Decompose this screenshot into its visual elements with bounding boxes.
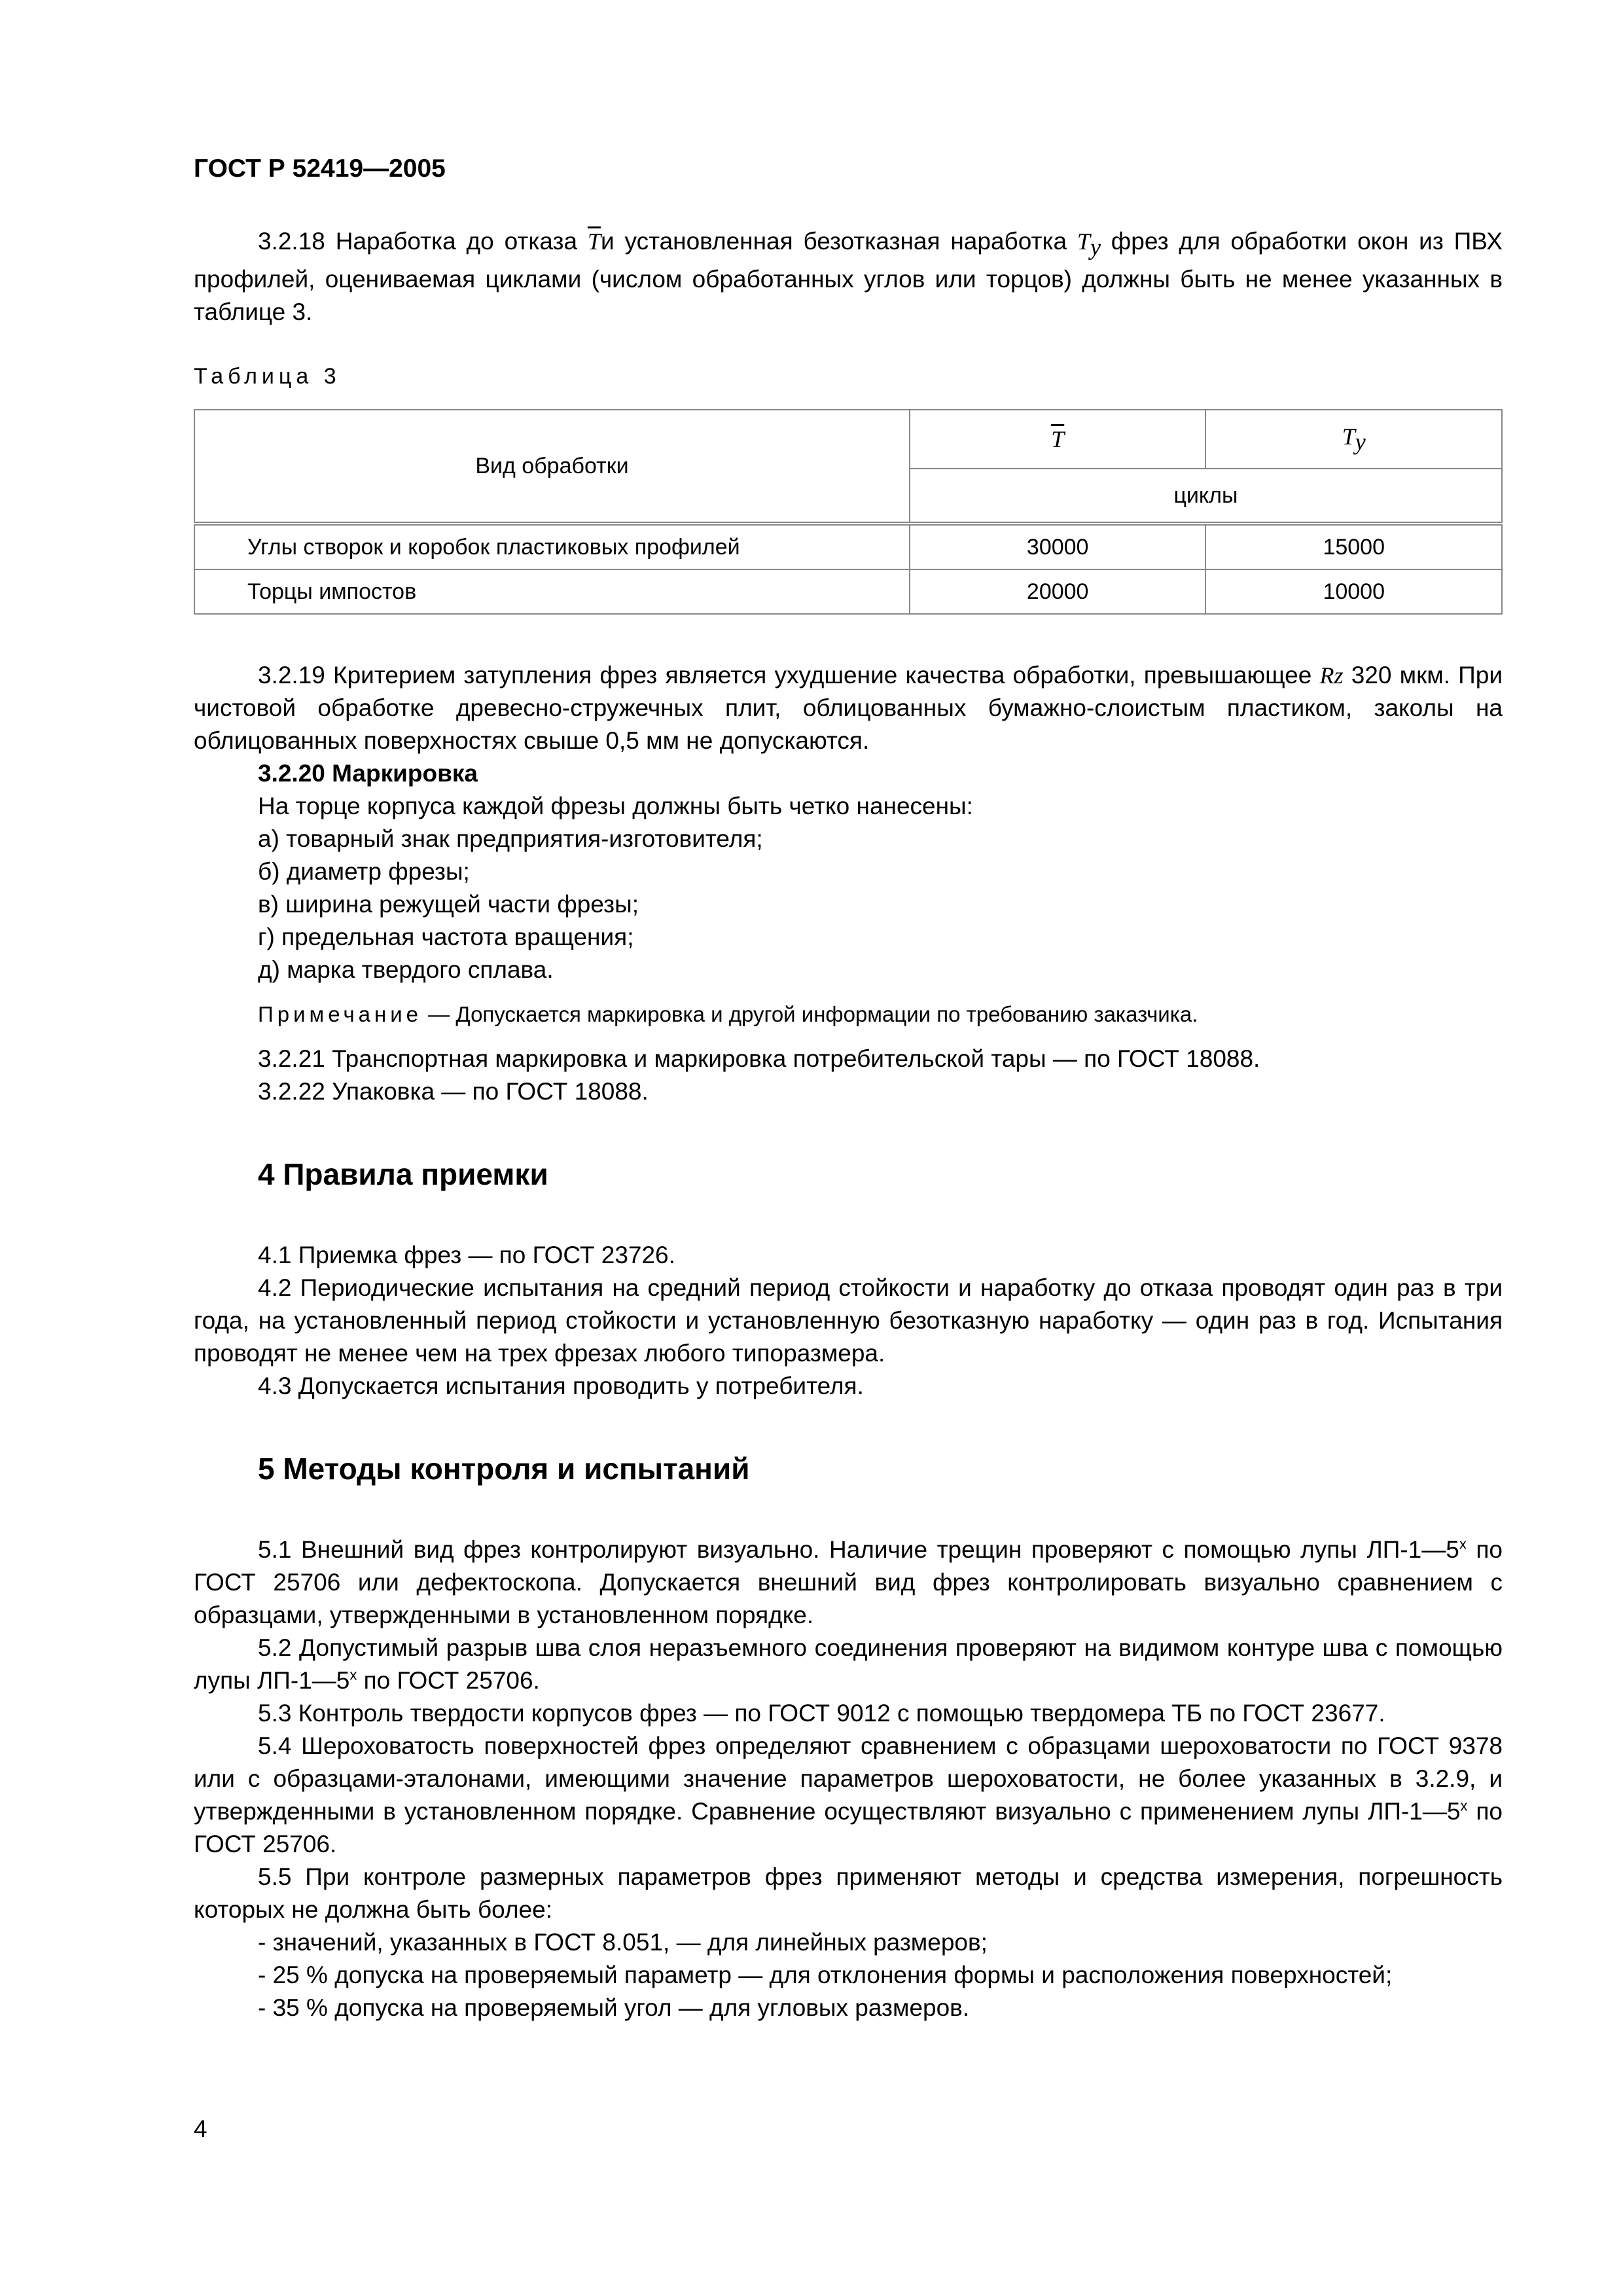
section-title-4: 4 Правила приемки — [258, 1157, 548, 1192]
list-item: г) предельная частота вращения; — [258, 924, 634, 951]
paragraph-4-2: 4.2 Периодические испытания на средний период стойкости и наработку до отказа проводят один раз в три года, на установленный период стойкости и установленную безотказную наработку — один раз в год. Испытания проводят не менее чем на трех фрезах любого типоразмера. — [194, 1274, 1503, 1367]
paragraph-3-2-21: 3.2.21 Транспортная маркировка и маркировка потребительской тары — по ГОСТ 18088. — [258, 1045, 1260, 1073]
section-title-5: 5 Методы контроля и испытаний — [258, 1452, 750, 1486]
paragraph-3-2-19: 3.2.19 Критерием затупления фрез является ухудшение качества обработки, превышающее Rz 320 мкм. При чистовой обработке древесно-стружечных плит, облицованных бумажно-слоистым пластиком, заколы на облицованных поверхностях свыше 0,5 мм не допускаются. — [194, 662, 1503, 755]
symbol-t-y: T — [1077, 228, 1090, 255]
list-item: - значений, указанных в ГОСТ 8.051, — для линейных размеров; — [258, 1929, 988, 1956]
paragraph-3-2-20-title: 3.2.20 Маркировка — [258, 760, 478, 787]
table-header-t: $\overline{T}$ — [910, 410, 1206, 469]
paragraph-5-5: 5.5 При контроле размерных параметров фрез применяют методы и средства измерения, погрешность которых не должна быть более: — [194, 1863, 1503, 1924]
table-row: Углы створок и коробок пластиковых профилей 30000 15000 — [194, 524, 1502, 569]
document-header: ГОСТ Р 52419—2005 — [194, 154, 446, 183]
paragraph-5-3: 5.3 Контроль твердости корпусов фрез — по ГОСТ 9012 с помощью твердомера ТБ по ГОСТ 23677. — [258, 1700, 1385, 1727]
list-item: а) товарный знак предприятия-изготовителя; — [258, 825, 763, 853]
paragraph-5-4: 5.4 Шероховатость поверхностей фрез определяют сравнением с образцами шероховатости по ГОСТ 9378 или с образцами-эталонами, имеющими значение параметров шероховатости, не более указанных в 3.2.9, и утвержденными в установленном порядке. Сравнение осуществляют визуально с применением лупы $ЛП-1—5^х$ по ГОСТ 25706. — [194, 1732, 1503, 1858]
list-item: б) диаметр фрезы; — [258, 858, 470, 886]
note: Примечание — Допускается маркировка и другой информации по требованию заказчика. — [258, 1002, 1198, 1027]
paragraph-4-3: 4.3 Допускается испытания проводить у потребителя. — [258, 1372, 864, 1400]
paragraph-4-1: 4.1 Приемка фрез — по ГОСТ 23726. — [258, 1242, 675, 1269]
page-number: 4 — [194, 2115, 207, 2142]
paragraph-5-2: 5.2 Допустимый разрыв шва слоя неразъемного соединения проверяют на видимом контуре шва с помощью лупы $ЛП-1—5^х$ по ГОСТ 25706. — [194, 1634, 1503, 1695]
table-3 — [194, 409, 1503, 615]
paragraph-3-2-20-intro: На торце корпуса каждой фрезы должны быть четко нанесены: — [258, 793, 973, 820]
table-row: Торцы импостов 20000 10000 — [194, 569, 1502, 614]
list-item: д) марка твердого сплава. — [258, 956, 554, 984]
list-item: в) ширина режущей части фрезы; — [258, 891, 639, 918]
paragraph-5-1: 5.1 Внешний вид фрез контролируют визуально. Наличие трещин проверяют с помощью лупы $ЛП-1—5^х$ по ГОСТ 25706 или дефектоскопа. Допускается внешний вид фрез контролировать визуально сравнением с образцами, утвержденными в установленном порядке. — [194, 1536, 1503, 1629]
document-page — [194, 154, 1503, 2024]
table-header-units: циклы — [910, 469, 1502, 524]
paragraph-3-2-18: 3.2.18 Наработка до отказа $\overline{T}и$ установленная безотказная наработка $T_y$ фрез для обработки окон из ПВХ профилей, оцениваемая циклами (числом обработанных углов или торцов) должны быть не менее указанных в таблице 3. — [194, 228, 1503, 326]
symbol-t-bar: $\overline{T}$ — [587, 228, 601, 255]
table-header-kind: Вид обработки — [194, 410, 910, 524]
table-label: Таблица 3 — [194, 364, 341, 389]
list-item: - 25 % допуска на проверяемый параметр — для отклонения формы и расположения поверхностей; — [258, 1962, 1393, 1989]
table-header-ty: $T_y$ — [1205, 410, 1502, 469]
list-item: - 35 % допуска на проверяемый угол — для угловых размеров. — [258, 1994, 970, 2022]
paragraph-3-2-22: 3.2.22 Упаковка — по ГОСТ 18088. — [258, 1078, 649, 1105]
